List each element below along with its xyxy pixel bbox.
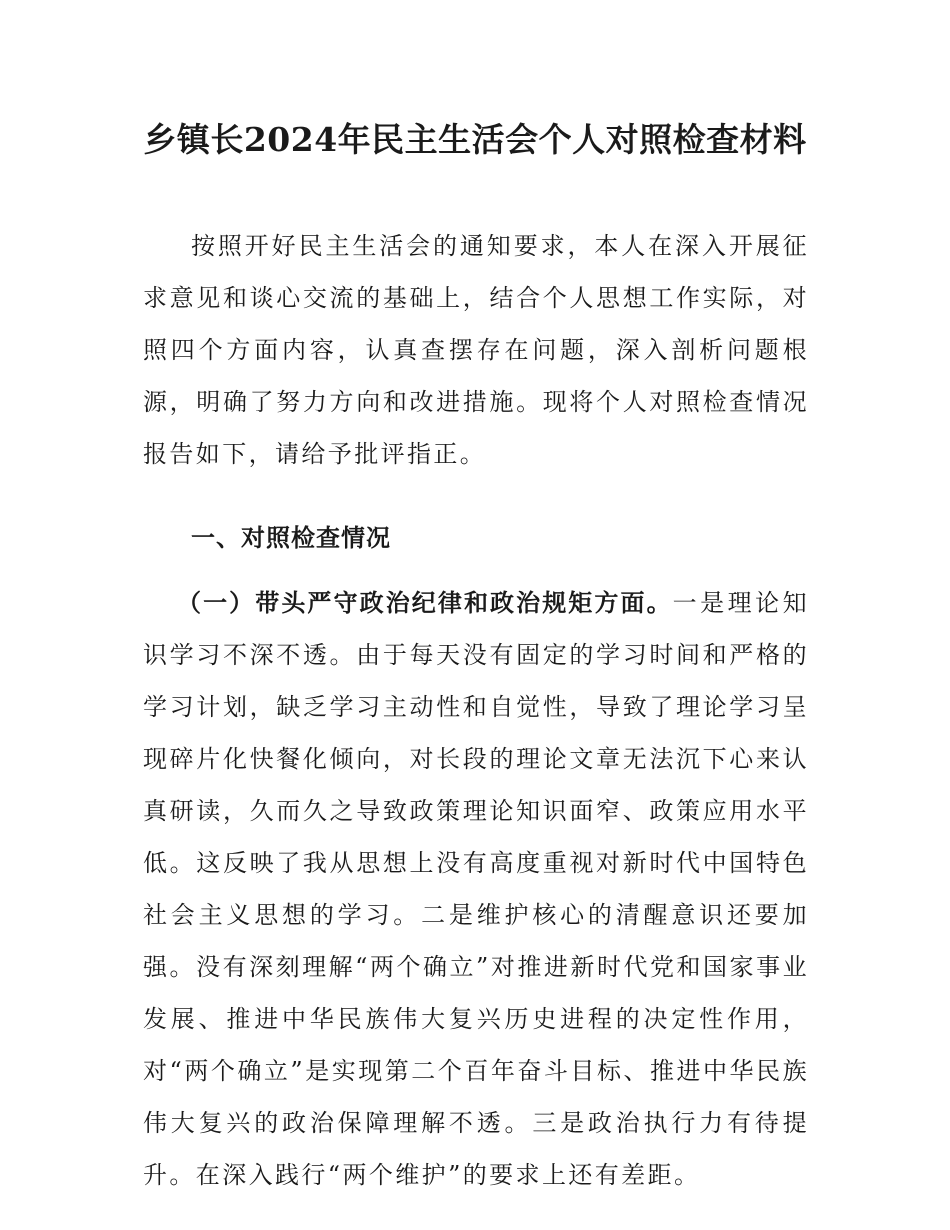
- subsection-body: 一是理论知识学习不深不透。由于每天没有固定的学习时间和严格的学习计划，缺乏学习主动性和自觉性，导致了理论学习呈现碎片化快餐化倾向，对长段的理论文章无法沉下心来认真研读，久而久之导致政策理论知识面窄、政策应用水平低。这反映了我从思想上没有高度重视对新时代中国特色社会主义思想的学习。二是维护核心的清醒意识还要加强。没有深刻理解“两个确立”对推进新时代党和国家事业发展、推进中华民族伟大复兴历史进程的决定性作用，对“两个确立”是实现第二个百年奋斗目标、推进中华民族伟大复兴的政治保障理解不透。三是政治执行力有待提升。在深入践行“两个维护”的要求上还有差距。: [143, 589, 810, 1189]
- intro-paragraph: 按照开好民主生活会的通知要求，本人在深入开展征求意见和谈心交流的基础上，结合个人思想工作实际，对照四个方面内容，认真查摆存在问题，深入剖析问题根源，明确了努力方向和改进措施。现将个人对照检查情况报告如下，请给予批评指正。: [143, 232, 809, 468]
- document-title: 乡镇长2024年民主生活会个人对照检查材料: [143, 120, 807, 159]
- subsection-heading: （一）带头严守政治纪律和政治规矩方面。: [177, 589, 673, 617]
- subsection-paragraph: [143, 577, 809, 1201]
- section-heading: 一、对照检查情况: [191, 524, 391, 552]
